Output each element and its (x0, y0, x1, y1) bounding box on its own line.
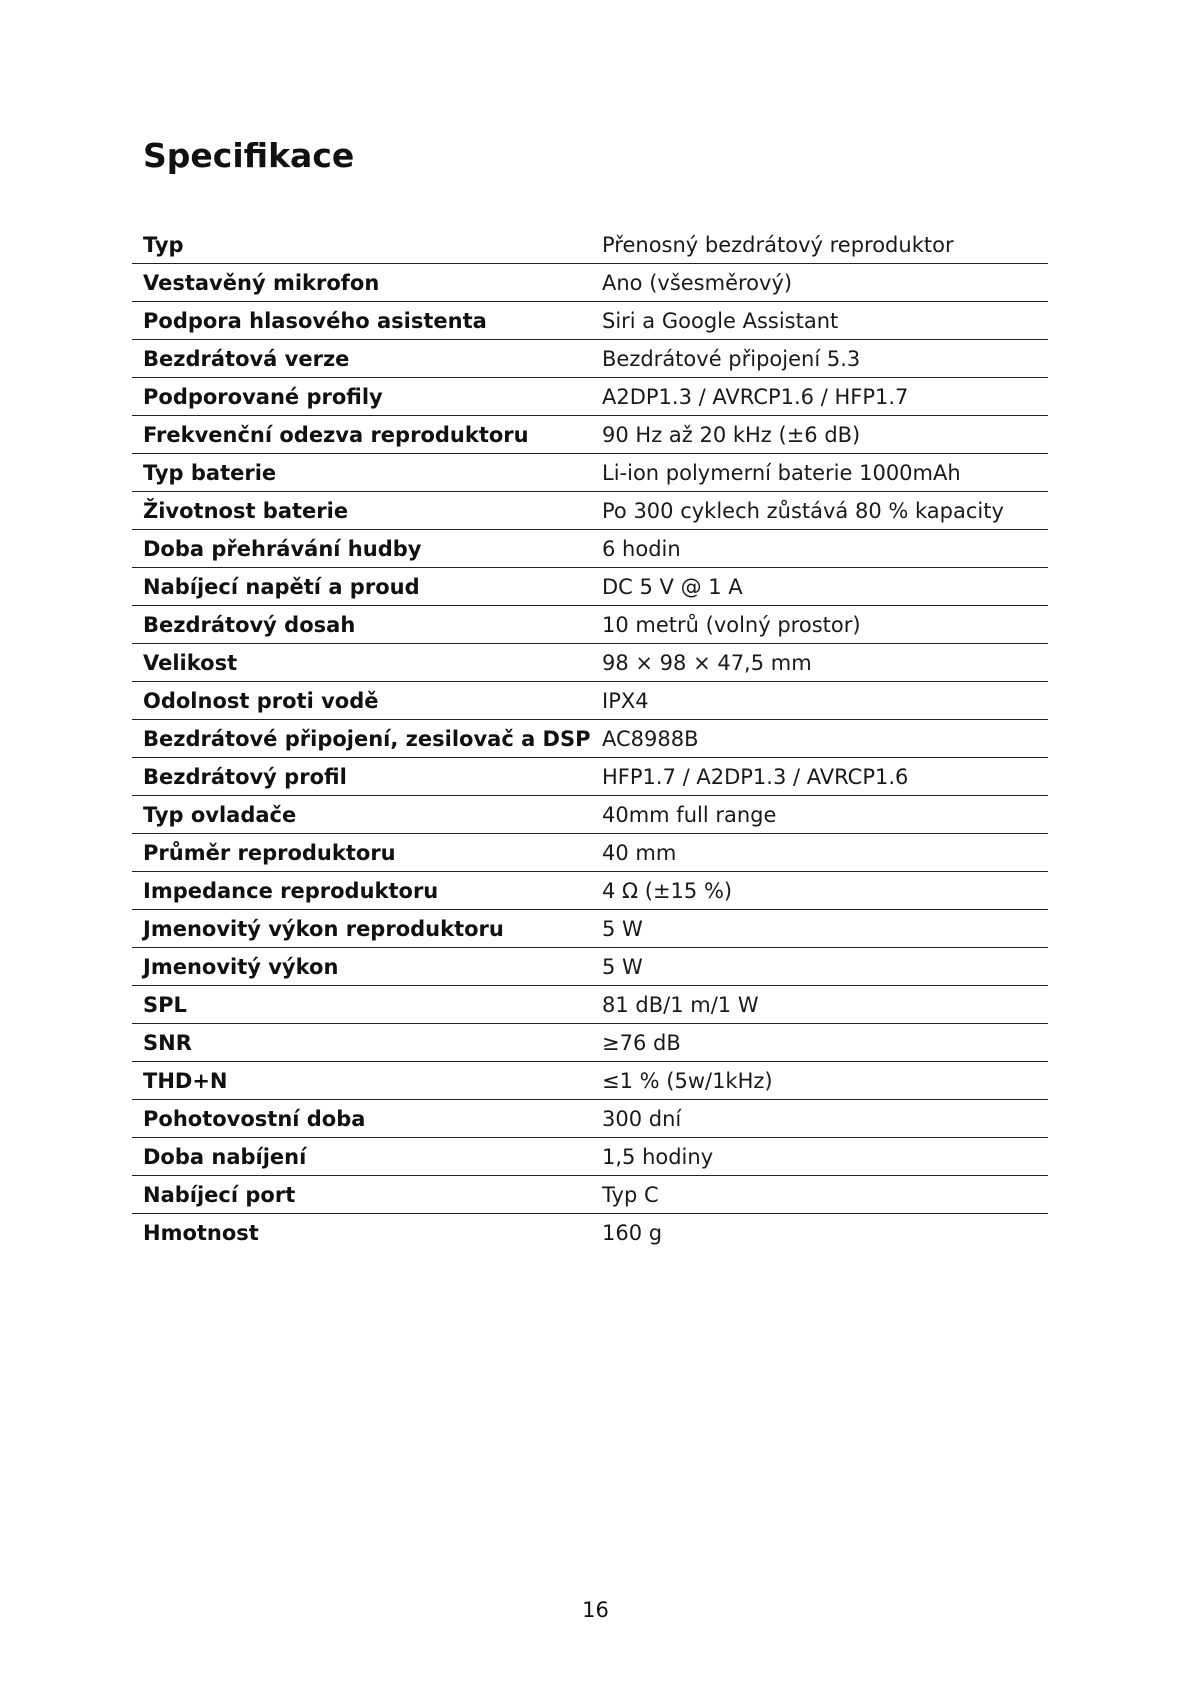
spec-row (132, 948, 1048, 986)
spec-label: Bezdrátový profil (143, 764, 347, 789)
spec-row (132, 910, 1048, 948)
spec-value: ≤1 % (5w/1kHz) (602, 1068, 773, 1093)
spec-value: Typ C (602, 1182, 659, 1207)
spec-row (132, 682, 1048, 720)
spec-row (132, 1214, 1048, 1252)
spec-label: Typ baterie (143, 460, 277, 485)
spec-label: SNR (143, 1030, 192, 1055)
spec-value: Bezdrátové připojení 5.3 (602, 346, 861, 371)
spec-value: 40mm full range (602, 802, 777, 827)
spec-value: Po 300 cyklech zůstává 80 % kapacity (602, 498, 1004, 523)
spec-row (132, 1100, 1048, 1138)
spec-row (132, 454, 1048, 492)
spec-row (132, 226, 1048, 264)
spec-value: Li-ion polymerní baterie 1000mAh (602, 460, 961, 485)
spec-label: Typ ovladače (143, 802, 297, 827)
spec-table-body (132, 226, 1048, 1251)
page-title: Specifikace (143, 136, 355, 175)
spec-value: 40 mm (602, 840, 677, 865)
spec-label: Velikost (143, 650, 238, 675)
spec-row (132, 530, 1048, 568)
spec-value: HFP1.7 / A2DP1.3 / AVRCP1.6 (602, 764, 909, 789)
spec-row (132, 1062, 1048, 1100)
spec-value: Ano (všesměrový) (602, 270, 793, 295)
spec-row (132, 986, 1048, 1024)
spec-row (132, 1138, 1048, 1176)
spec-row (132, 1176, 1048, 1214)
spec-label: Bezdrátový dosah (143, 612, 356, 637)
spec-value: 300 dní (602, 1106, 682, 1131)
spec-label: Jmenovitý výkon (143, 954, 339, 979)
spec-row (132, 758, 1048, 796)
spec-row (132, 644, 1048, 682)
spec-label: Podpora hlasového asistenta (143, 308, 487, 333)
spec-label: THD+N (143, 1068, 228, 1093)
spec-value: AC8988B (602, 726, 699, 751)
spec-value: 90 Hz až 20 kHz (±6 dB) (602, 422, 861, 447)
spec-value: 4 Ω (±15 %) (602, 878, 733, 903)
spec-value: Siri a Google Assistant (602, 308, 839, 333)
spec-row (132, 378, 1048, 416)
spec-row (132, 606, 1048, 644)
spec-label: SPL (143, 992, 187, 1017)
spec-label: Podporované profily (143, 384, 383, 409)
spec-value: 10 metrů (volný prostor) (602, 612, 861, 637)
spec-label: Bezdrátová verze (143, 346, 350, 371)
spec-label: Odolnost proti vodě (143, 688, 379, 713)
spec-value: 81 dB/1 m/1 W (602, 992, 759, 1017)
spec-value: 6 hodin (602, 536, 681, 561)
spec-row (132, 872, 1048, 910)
spec-label: Pohotovostní doba (143, 1106, 366, 1131)
spec-label: Typ (143, 232, 184, 257)
spec-value: ≥76 dB (602, 1030, 681, 1055)
spec-label: Jmenovitý výkon reproduktoru (143, 916, 504, 941)
spec-label: Hmotnost (143, 1220, 259, 1245)
spec-label: Nabíjecí port (143, 1182, 296, 1207)
spec-row (132, 416, 1048, 454)
spec-row (132, 1024, 1048, 1062)
spec-row (132, 834, 1048, 872)
spec-row (132, 720, 1048, 758)
spec-row (132, 568, 1048, 606)
spec-value: A2DP1.3 / AVRCP1.6 / HFP1.7 (602, 384, 909, 409)
spec-row (132, 264, 1048, 302)
page-number: 16 (582, 1598, 609, 1622)
spec-value: 5 W (602, 954, 643, 979)
spec-row (132, 796, 1048, 834)
spec-value: 5 W (602, 916, 643, 941)
spec-value: IPX4 (602, 688, 649, 713)
spec-label: Vestavěný mikrofon (143, 270, 380, 295)
spec-value: 1,5 hodiny (602, 1144, 714, 1169)
spec-label: Životnost baterie (143, 498, 349, 523)
spec-table (132, 226, 1048, 1251)
spec-label: Impedance reproduktoru (143, 878, 439, 903)
spec-value: Přenosný bezdrátový reproduktor (602, 232, 954, 257)
spec-label: Doba přehrávání hudby (143, 536, 422, 561)
spec-label: Doba nabíjení (143, 1144, 307, 1169)
spec-label: Frekvenční odezva reproduktoru (143, 422, 529, 447)
spec-label: Bezdrátové připojení, zesilovač a DSP (143, 726, 591, 751)
spec-row (132, 340, 1048, 378)
spec-row (132, 492, 1048, 530)
spec-label: Nabíjecí napětí a proud (143, 574, 420, 599)
spec-value: 160 g (602, 1220, 663, 1245)
spec-value: DC 5 V @ 1 A (602, 574, 743, 599)
spec-label: Průměr reproduktoru (143, 840, 396, 865)
spec-row (132, 302, 1048, 340)
spec-value: 98 × 98 × 47,5 mm (602, 650, 812, 675)
